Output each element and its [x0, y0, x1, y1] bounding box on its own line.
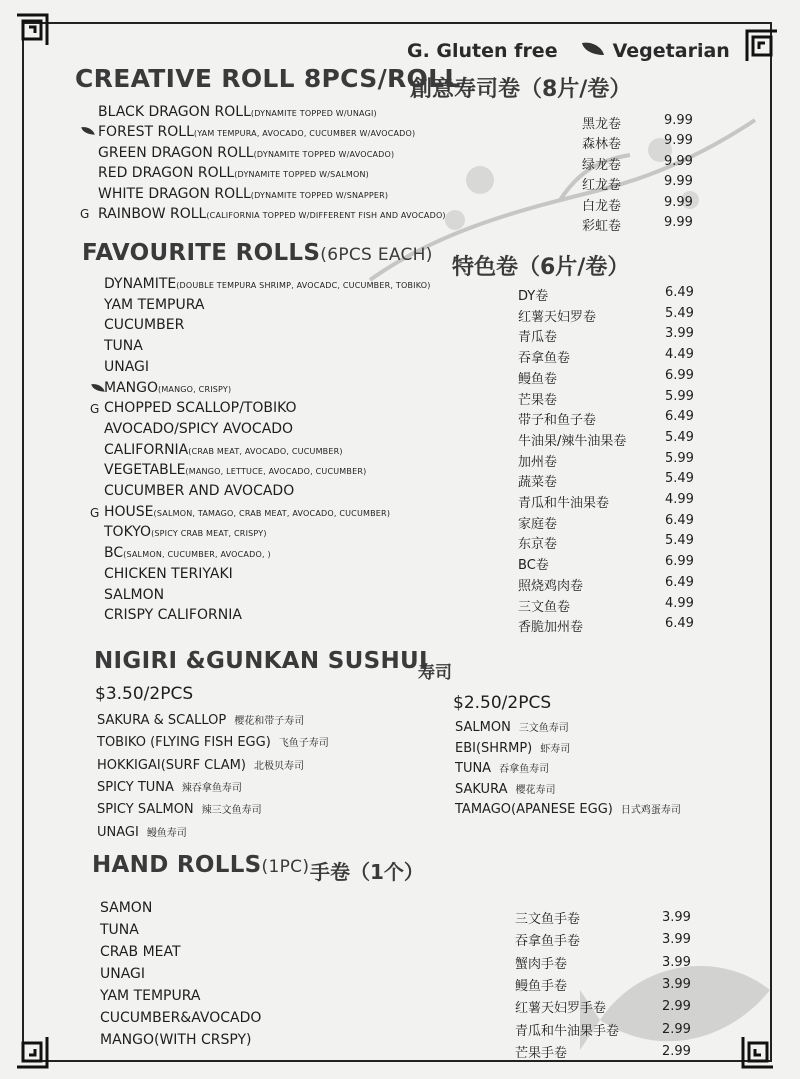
hand-roll-price: 2.99	[662, 1043, 691, 1059]
favourite-roll-zh: 青瓜和牛油果卷	[518, 496, 610, 511]
favourite-roll-item	[104, 421, 293, 437]
favourite-roll-zh: 蔬菜卷	[518, 475, 558, 491]
nigiri-item-name: HOKKIGAI(SURF CLAM)	[97, 757, 246, 773]
gluten-free-mark: G	[90, 505, 100, 520]
item-name: BLACK DRAGON ROLL	[98, 104, 251, 120]
favourite-roll-item	[104, 566, 233, 582]
nigiri-item	[97, 734, 329, 750]
item-name: BC	[104, 545, 124, 562]
vegetarian-mark	[80, 125, 96, 139]
creative-roll-price: 9.99	[664, 153, 693, 169]
item-name: HOUSE	[104, 503, 154, 520]
item-description: (YAM TEMPURA, AVOCADO, CUCUMBER W/AVOCADO)	[193, 129, 416, 139]
hand-roll-zh: 青瓜和牛油果手卷	[515, 1023, 620, 1039]
legend-vegetarian-label: Vegetarian	[612, 40, 730, 62]
favourite-roll-price: 3.99	[665, 326, 694, 342]
creative-roll-zh: 绿龙卷	[582, 157, 622, 173]
item-name: CRISPY CALIFORNIA	[104, 607, 242, 624]
creative-roll-item	[98, 104, 377, 120]
hand-roll-price: 3.99	[662, 976, 691, 992]
favourite-roll-item	[104, 380, 231, 396]
hand-roll-item: MANGO(WITH CRSPY)	[100, 1032, 252, 1048]
hand-rolls-heading	[92, 852, 309, 878]
favourite-roll-item	[104, 545, 271, 561]
nigiri-item-name: TOBIKO (FLYING FISH EGG)	[97, 735, 271, 751]
favourite-roll-price: 4.99	[665, 492, 694, 507]
hand-rolls-title: HAND ROLLS	[92, 852, 262, 878]
item-description: (DYNAMITE TOPPED W/AVOCADO)	[253, 149, 395, 159]
nigiri-item-zh: 辣三文鱼寿司	[201, 805, 262, 817]
leaf-icon	[80, 125, 96, 139]
item-description: (DYNAMITE TOPPED W/SALMON)	[234, 170, 370, 180]
hand-roll-item: UNAGI	[100, 966, 146, 982]
favourite-rolls-heading-zh: 特色卷（6片/卷）	[452, 255, 630, 280]
nigiri-item-zh: 北极贝寿司	[253, 760, 304, 772]
creative-roll-item	[98, 145, 394, 161]
item-description: (MANGO, LETTUCE, AVOCADO, CUCUMBER)	[185, 467, 367, 477]
nigiri-right-price: $2.50/2PCS	[453, 693, 552, 713]
favourite-roll-price: 6.49	[665, 409, 694, 425]
favourite-roll-zh: 带子和鱼子卷	[518, 413, 597, 429]
nigiri-left-price: $3.50/2PCS	[95, 684, 194, 704]
favourite-roll-zh: 芒果卷	[518, 392, 558, 408]
item-description: (SALMON, CUCUMBER, AVOCADO, )	[123, 550, 271, 560]
corner-ornament-bottom-left	[14, 1034, 50, 1070]
favourite-roll-zh: 三文鱼卷	[518, 599, 571, 615]
nigiri-item-name: SAKURA	[455, 781, 508, 797]
favourite-roll-zh: 照烧鸡肉卷	[518, 578, 584, 594]
hand-roll-item: CUCUMBER&AVOCADO	[100, 1010, 262, 1026]
creative-roll-zh: 森林卷	[582, 137, 622, 153]
favourite-roll-item	[104, 587, 164, 603]
nigiri-item-zh: 三文鱼寿司	[518, 723, 569, 734]
hand-roll-zh: 芒果手卷	[515, 1045, 568, 1061]
favourite-roll-price: 4.99	[665, 595, 694, 611]
item-description: (DYNAMITE TOPPED W/SNAPPER)	[250, 190, 389, 200]
favourite-roll-item	[104, 338, 143, 354]
hand-roll-price: 2.99	[662, 999, 691, 1015]
item-description: (SPICY CRAB MEAT, CRISPY)	[151, 529, 267, 539]
favourite-roll-price: 5.49	[665, 429, 694, 445]
favourite-rolls-title: FAVOURITE ROLLS	[82, 240, 321, 266]
creative-roll-zh: 彩虹卷	[582, 219, 622, 234]
hand-roll-price: 3.99	[662, 910, 691, 925]
hand-roll-item: SAMON	[100, 900, 153, 916]
item-description: (SALMON, TAMAGO, CRAB MEAT, AVOCADO, CUCUMBER)	[153, 508, 391, 518]
favourite-roll-item	[104, 400, 297, 416]
creative-roll-item	[98, 165, 369, 181]
nigiri-item-name: UNAGI	[97, 824, 139, 840]
item-name: UNAGI	[104, 358, 150, 375]
nigiri-item-name: SALMON	[455, 720, 511, 735]
favourite-roll-zh: DY卷	[518, 289, 549, 304]
nigiri-item-zh: 辣吞拿鱼寿司	[181, 782, 242, 794]
nigiri-item	[455, 740, 570, 756]
creative-roll-item	[98, 124, 415, 140]
hand-rolls-heading-zh: 手卷（1个）	[310, 860, 424, 884]
nigiri-item	[97, 712, 304, 728]
corner-ornament-top-left	[14, 12, 50, 48]
favourite-roll-price: 6.99	[665, 367, 694, 383]
item-name: FOREST ROLL	[98, 124, 194, 141]
nigiri-heading: NIGIRI &GUNKAN SUSHUI	[94, 648, 428, 674]
favourite-roll-zh: 青瓜卷	[518, 330, 558, 346]
creative-roll-price: 9.99	[664, 133, 693, 149]
item-name: CUCUMBER	[104, 317, 185, 334]
favourite-roll-price: 5.49	[665, 533, 694, 549]
item-name: TOKYO	[104, 524, 152, 541]
favourite-roll-zh: 吞拿鱼卷	[518, 351, 571, 367]
favourite-roll-item	[104, 504, 390, 520]
item-name: RED DRAGON ROLL	[98, 165, 235, 182]
hand-roll-price: 2.99	[662, 1021, 691, 1037]
creative-roll-zh: 红龙卷	[582, 178, 622, 194]
hand-roll-zh: 红薯天妇罗手卷	[515, 1001, 607, 1017]
legend-vegetarian	[580, 40, 730, 62]
creative-roll-zh: 白龙卷	[582, 198, 622, 214]
nigiri-item-zh: 虾寿司	[540, 743, 571, 755]
item-name: AVOCADO/SPICY AVOCADO	[104, 420, 294, 437]
favourite-roll-item	[104, 483, 294, 499]
item-name: DYNAMITE	[104, 276, 177, 292]
favourite-roll-price: 5.99	[665, 388, 694, 404]
nigiri-item	[97, 757, 304, 773]
favourite-roll-price: 6.99	[665, 554, 694, 570]
favourite-roll-item	[104, 607, 242, 623]
hand-roll-item: CRAB MEAT	[100, 944, 181, 960]
nigiri-item	[455, 801, 681, 817]
favourite-roll-zh: 香脆加州卷	[518, 620, 584, 636]
creative-roll-item	[98, 186, 388, 202]
hand-roll-zh: 吞拿鱼手卷	[515, 934, 581, 950]
nigiri-item-name: SPICY TUNA	[97, 779, 174, 795]
corner-ornament-top-right	[744, 28, 780, 64]
item-name: CHICKEN TERIYAKI	[104, 565, 233, 582]
nigiri-item	[97, 801, 262, 817]
item-name: WHITE DRAGON ROLL	[98, 185, 251, 202]
item-name: CALIFORNIA	[104, 441, 189, 458]
favourite-roll-item	[104, 276, 431, 292]
item-description: (MANGO, CRISPY)	[158, 384, 232, 394]
hand-roll-zh: 三文鱼手卷	[515, 912, 581, 927]
hand-roll-zh: 鳗鱼手卷	[515, 978, 568, 994]
nigiri-item-zh: 吞拿鱼寿司	[499, 764, 550, 775]
favourite-roll-price: 5.99	[665, 450, 694, 466]
nigiri-item-zh: 日式鸡蛋寿司	[620, 805, 681, 816]
item-name: CUCUMBER AND AVOCADO	[104, 483, 295, 499]
nigiri-item-name: SAKURA & SCALLOP	[97, 713, 227, 728]
item-name: MANGO	[104, 379, 158, 396]
favourite-roll-item	[104, 462, 366, 478]
favourite-roll-zh: 牛油果/辣牛油果卷	[518, 433, 627, 449]
item-description: (DOUBLE TEMPURA SHRIMP, AVOCADC, CUCUMBER, TOBIKO)	[176, 281, 431, 290]
hand-roll-item: TUNA	[100, 922, 139, 938]
gluten-free-mark: G	[90, 402, 100, 417]
legend-gluten-free: G. Gluten free	[407, 40, 558, 62]
nigiri-item	[97, 824, 187, 840]
favourite-roll-zh: 鳗鱼卷	[518, 371, 558, 387]
nigiri-item-zh: 樱花寿司	[515, 784, 556, 796]
nigiri-item-name: EBI(SHRMP)	[455, 740, 533, 756]
creative-roll-heading: CREATIVE ROLL 8PCS/ROLL	[75, 64, 461, 93]
item-description: (DYNAMITE TOPPED W/UNAGI)	[250, 109, 377, 118]
favourite-roll-item	[104, 297, 204, 313]
item-name: GREEN DRAGON ROLL	[98, 144, 254, 161]
favourite-roll-price: 6.49	[665, 616, 694, 632]
item-name: VEGETABLE	[104, 462, 186, 479]
nigiri-item-zh: 樱花和带子寿司	[234, 716, 305, 727]
favourite-roll-zh: 家庭卷	[518, 516, 558, 532]
creative-roll-price: 9.99	[664, 215, 693, 230]
favourite-roll-zh: 东京卷	[518, 537, 558, 553]
favourite-roll-item	[104, 317, 184, 333]
nigiri-item-name: TUNA	[455, 761, 492, 776]
item-name: SALMON	[104, 586, 165, 603]
favourite-roll-item	[104, 359, 149, 375]
leaf-icon	[580, 40, 606, 62]
item-name: CHOPPED SCALLOP/TOBIKO	[104, 400, 297, 417]
favourite-roll-zh: BC卷	[518, 558, 549, 574]
gluten-free-mark: G	[80, 207, 90, 221]
creative-roll-price: 9.99	[664, 194, 693, 210]
favourite-rolls-heading	[82, 240, 433, 266]
nigiri-item	[455, 781, 555, 797]
nigiri-item-zh: 飞鱼子寿司	[278, 738, 329, 750]
item-description: (CALIFORNIA TOPPED W/DIFFERENT FISH AND AVOCADO)	[206, 211, 446, 220]
favourite-roll-price: 6.49	[665, 285, 694, 300]
favourite-rolls-title-note: (6PCS EACH)	[320, 245, 433, 265]
nigiri-item	[455, 760, 549, 776]
nigiri-item-zh: 鳗鱼寿司	[146, 827, 187, 839]
hand-roll-item: YAM TEMPURA	[100, 988, 201, 1004]
hand-roll-zh: 蟹肉手卷	[515, 956, 568, 972]
favourite-roll-item	[104, 442, 343, 458]
item-description: (CRAB MEAT, AVOCADO, CUCUMBER)	[188, 446, 343, 456]
nigiri-item	[455, 719, 569, 735]
creative-roll-price: 9.99	[664, 174, 693, 190]
favourite-roll-price: 6.49	[665, 512, 694, 528]
hand-roll-price: 3.99	[662, 954, 691, 970]
item-name: TUNA	[104, 338, 143, 355]
favourite-roll-zh: 加州卷	[518, 454, 558, 470]
item-name: RAINBOW ROLL	[98, 206, 207, 222]
hand-roll-price: 3.99	[662, 932, 691, 948]
creative-roll-price: 9.99	[664, 113, 693, 128]
nigiri-item-name: SPICY SALMON	[97, 802, 194, 818]
favourite-roll-price: 5.49	[665, 471, 694, 487]
item-name: YAM TEMPURA	[104, 296, 205, 313]
favourite-roll-item	[104, 524, 267, 540]
favourite-roll-price: 6.49	[665, 574, 694, 590]
creative-roll-heading-zh: 創意寿司卷（8片/卷）	[410, 77, 632, 102]
creative-roll-zh: 黑龙卷	[582, 117, 622, 132]
favourite-roll-price: 4.49	[665, 347, 694, 363]
nigiri-heading-zh: 寿司	[418, 663, 452, 683]
creative-roll-item	[98, 206, 446, 222]
nigiri-item-name: TAMAGO(APANESE EGG)	[455, 802, 613, 817]
favourite-roll-zh: 红薯天妇罗卷	[518, 309, 597, 325]
nigiri-item	[97, 779, 242, 795]
hand-rolls-title-note: (1PC)	[261, 857, 310, 877]
favourite-roll-price: 5.49	[665, 305, 694, 321]
